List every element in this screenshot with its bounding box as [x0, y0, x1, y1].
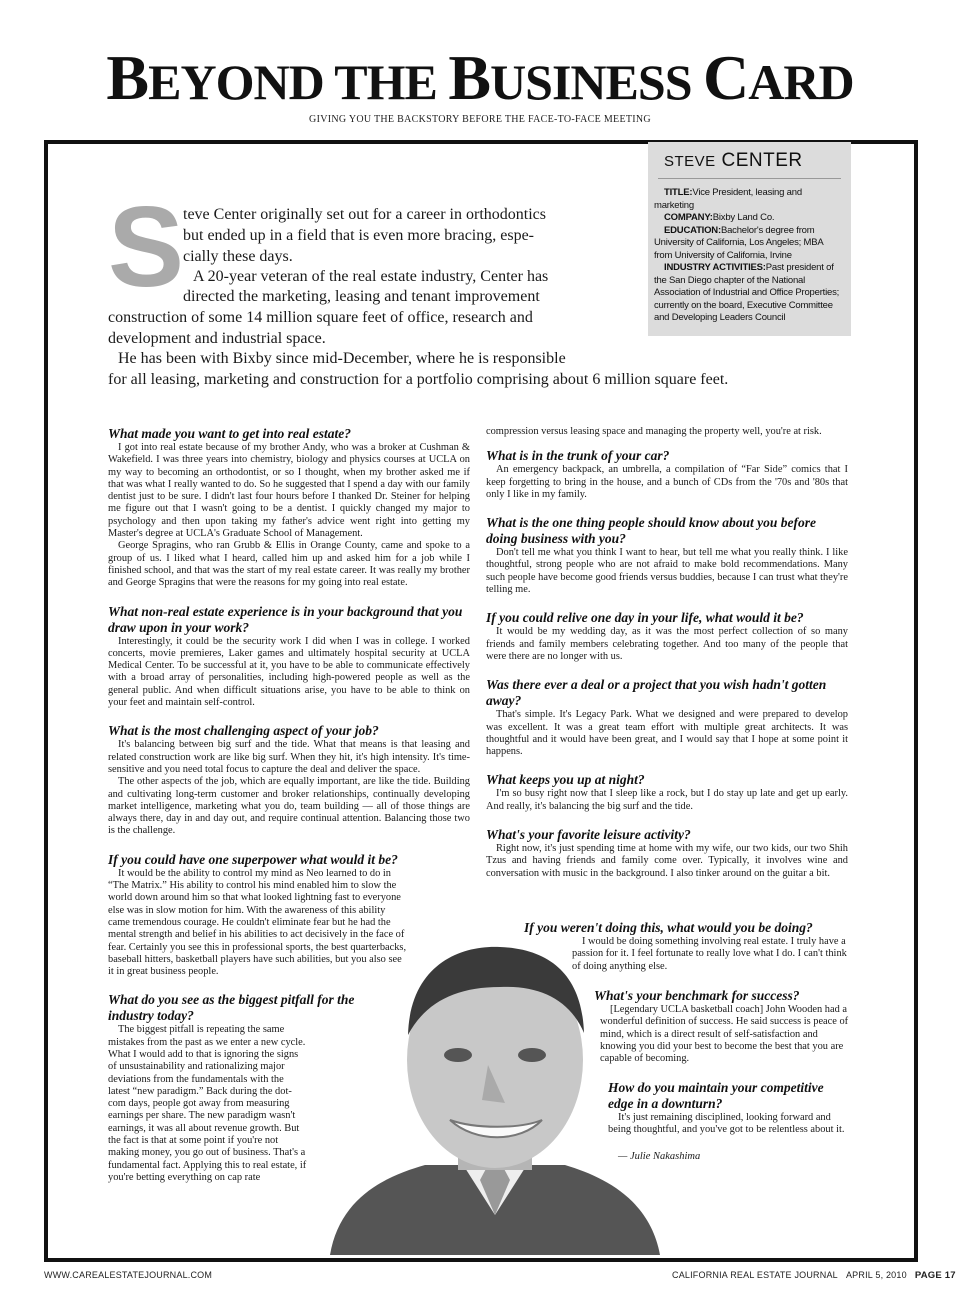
intro-line: for all leasing, marketing and construction for a portfolio comprising about 6 million square feet.: [108, 371, 729, 388]
question: What is the most challenging aspect of your job?: [108, 723, 379, 739]
profile-sidebar: [648, 142, 851, 336]
intro-line: A 20-year veteran of the real estate industry, Center has: [193, 268, 549, 285]
drop-cap: S: [108, 184, 185, 311]
answer: George Spragins, who ran Grubb & Ellis in Orange County, came and spoke to a group of us. I liked what I heard, called him up and asked him for a job while I finished school, and that was the start of my real estate career. It was really my brother and George Spragins that were the reasons for my going into real estate.: [108, 540, 470, 589]
answer: An emergency backpack, an umbrella, a compilation of “Far Side” comics that I keep forgetting to bring in the house, and a bunch of CDs from the '70s and '80s that only I like in my family.: [486, 464, 848, 500]
page-subtitle: GIVING YOU THE BACKSTORY BEFORE THE FACE-TO-FACE MEETING: [309, 114, 651, 125]
answer: Right now, it's just spending time at home with my wife, our two kids, our two Shih Tzus and having friends and family come over. Typically, it involves wine and conversation with music in the background. I also tinker around on the guitar a bit.: [486, 843, 848, 879]
page-number: PAGE 17: [914, 1270, 956, 1281]
question: How do you maintain your competitive edge in a downturn?: [608, 1080, 824, 1111]
profile-title: TITLE:Vice President, leasing and marketing: [654, 187, 802, 211]
question: If you weren't doing this, what would you be doing?: [524, 920, 813, 935]
qa-item: [486, 515, 848, 596]
masthead: [0, 42, 960, 125]
question: What's your favorite leisure activity?: [486, 827, 691, 843]
question: What is in the trunk of your car?: [486, 448, 670, 464]
qa-item: [108, 723, 470, 837]
qa-item: [108, 426, 470, 590]
question: What is the one thing people should know about you before doing business with you?: [486, 515, 817, 547]
question: If you could relive one day in your life, what would it be?: [486, 610, 804, 626]
qa-item: [486, 448, 848, 501]
profile-industry: INDUSTRY ACTIVITIES:Past president of the San Diego chapter of the National Association of Industrial and Office Properties; currently on the board, Executive Committee and Developing Leaders Council: [654, 262, 840, 323]
answer: It's balancing between big surf and the tide. What that means is that leasing and related construction work are like big surf. When they hit, it's high intensity. It's time-sensitive and you need total focus to capture the deal and deliver the space.: [108, 739, 470, 775]
qa-item: [486, 677, 848, 758]
answer: Don't tell me what you think I want to hear, but tell me what you really think. I like thoughtful, strong people who are not afraid to make bold recommendations. Many such people have become good friends versus buddies, because I can trust what they're telling me.: [486, 547, 848, 596]
answer: compression versus leasing space and managing the property well, you're at risk.: [486, 426, 822, 437]
profile-education: EDUCATION:Bachelor's degree from University of California, Los Angeles; MBA from University of California, Irvine: [654, 224, 824, 261]
profile-details: [648, 179, 851, 325]
answer: It would be the ability to control my mind as Neo learned to do in “The Matrix.” His ability to control his mind enabled him to slow the world down around him so that what looked lightning fast to everyone else was in slow motion for him. With the awareness of this ability came tremendous courage. He couldn't eliminate fear but he had the mental strength and belief in his abilities to act decisively in the face of fear. Certainly you see this in professional sports, the best quarterbacks, baseball hitters, basketball players have such abilities, but you also see it in great business people.: [108, 867, 407, 978]
qa-item: [486, 610, 848, 663]
intro-line: cially these days.: [183, 248, 293, 265]
question: If you could have one superpower what would it be?: [108, 851, 398, 867]
question: Was there ever a deal or a project that you wish hadn't gotten away?: [486, 677, 827, 709]
page-title: BEYOND THE BUSINESS CARD: [106, 42, 854, 113]
qa-column-right: [486, 426, 848, 894]
portrait-photo-icon: [330, 915, 660, 1255]
intro-line: but ended up in a field that is even more bracing, espe-: [183, 227, 534, 244]
qa-item: [486, 426, 848, 438]
answer: I'm so busy right now that I sleep like a rock, but I do stay up late and get up early. And really, it's balancing the big surf and the tide.: [486, 788, 848, 812]
answer: I would be doing something involving real estate. I truly have a passion for it. I feel fortunate to really love what I do. I can't think of doing anything else.: [572, 936, 847, 972]
question: What non-real estate experience is in your background that you draw upon in your work?: [108, 603, 463, 635]
intro-line: He has been with Bixby since mid-December, where he is responsible: [118, 350, 566, 367]
answer: Interestingly, it could be the security work I did when I was in college. I worked concerts, movie premieres, Laker games and ultimately hospital security at UCLA Medical Center. To be successful at it, you have to be able to communicate effectively with a broad array of personalities, including high-powered people as well as the general public. And when difficult situations arise, you have to be able to think on your feet and maintain self-control.: [108, 635, 470, 709]
answer: I got into real estate because of my brother Andy, who was a broker at Cushman & Wakefield. I was three years into chemistry, biology and physics courses at UCLA on my way to becoming an orthodontist, or so I thought, when my brother asked me if that was what I really wanted to do. So he suggested that I spend a day with our family dentist just to be sure. I didn't last four hours before I thanked Dr. Steiner for helping me figure out that I wasn't going to be a dentist. I quickly changed my major to psychology and then upon taking my father's advice went right into getting my Master's degree at UCLA's Graduate School of Management.: [108, 442, 470, 540]
qa-item: [108, 992, 355, 1184]
footer-website: WWW.CAREALESTATEJOURNAL.COM: [44, 1270, 213, 1280]
answer: It's just remaining disciplined, looking forward and being thoughtful, and you've got to be relentless about it.: [608, 1112, 845, 1136]
answer: [Legendary UCLA basketball coach] John Wooden had a wonderful definition of success. He said success is peace of mind, which is a direct result of self-satisfaction and knowing you did your best to become the best that you are capable of becoming.: [600, 1004, 849, 1065]
answer: The biggest pitfall is repeating the same mistakes from the past as we enter a new cycle. What I would add to that is ignoring the signs of unsustainability and rationalizing major deviations from the fundamentals with the latest “new paradigm.” Back during the dot-com days, people got away from measuring earnings per share. The new paradigm wasn't earnings, it was all about revenue growth. But the fact is that at some point if you're not making money, you go out of business. That's a fundamental fact. Applying this to real estate, if you're betting everything on cap rate: [108, 1024, 307, 1183]
byline: — Julie Nakashima: [618, 1150, 701, 1162]
question: What made you want to get into real estate?: [108, 426, 352, 441]
intro-line: directed the marketing, leasing and tenant improvement: [183, 288, 540, 305]
intro-line: teve Center originally set out for a career in orthodontics: [183, 206, 546, 223]
answer: It would be my wedding day, as it was the most perfect collection of so many friends and family members celebrating together. And too many of the people that were there are no longer with us.: [486, 626, 848, 662]
qa-item: [486, 772, 848, 813]
profile-company: COMPANY:Bixby Land Co.: [664, 212, 775, 223]
answer: That's simple. It's Legacy Park. What we designed and were prepared to develop was excellent. It was a great team effort with multiple great architects. It was thoughtful and it would have been great, and I would say that I hope at some point it happens.: [486, 709, 848, 758]
profile-name: STEVE CENTER: [664, 150, 803, 171]
intro-line: development and industrial space.: [108, 330, 326, 347]
question: What do you see as the biggest pitfall for the industry today?: [108, 992, 355, 1024]
answer: The other aspects of the job, which are equally important, are like the tide. Building and cultivating long-term customer and broker relationships, continually developing market intelligence, marketing what you do, team building — all of those things are always there, day in and day out, and require continual attention. Balancing those two is the challenge.: [108, 776, 470, 837]
footer-publication: CALIFORNIA REAL ESTATE JOURNAL APRIL 5, 2010 PAGE 17: [672, 1270, 956, 1281]
question: What's your benchmark for success?: [594, 988, 800, 1003]
question: What keeps you up at night?: [486, 772, 645, 788]
qa-item: [108, 604, 470, 710]
intro-line: construction of some 14 million square feet of office, research and: [108, 309, 533, 326]
qa-item: [486, 827, 848, 880]
